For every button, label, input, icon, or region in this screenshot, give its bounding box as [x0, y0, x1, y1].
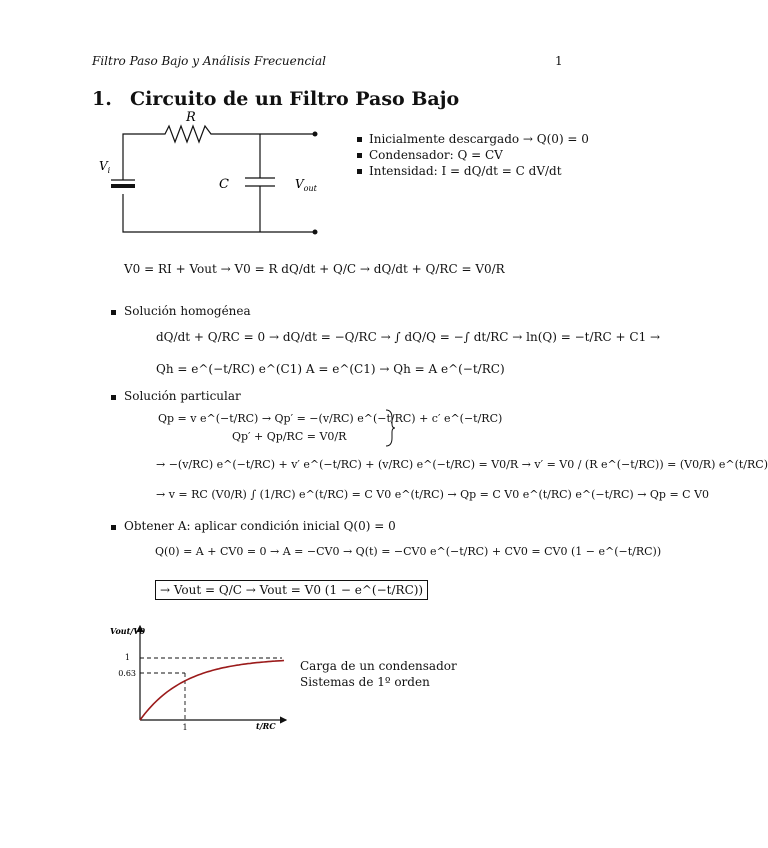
fact-item: Intensidad: I = dQ/dt = C dV/dt [355, 163, 589, 179]
particular-title: Solución particular [124, 389, 241, 403]
x-tick-1: 1 [182, 723, 188, 732]
rc-circuit-diagram [95, 110, 335, 242]
circuit-facts-list [355, 131, 589, 179]
plot-caption-line-2: Sistemas de 1º orden [300, 675, 430, 689]
charging-curve-plot [108, 622, 293, 732]
particular-eq-1: Qp = v e^(−t/RC) → Qp′ = −(v/RC) e^(−t/RC) + c′ e^(−t/RC) [158, 412, 503, 425]
capacitor-label: C [219, 177, 229, 192]
fact-item: Inicialmente descargado → Q(0) = 0 [355, 131, 589, 147]
running-title: Filtro Paso Bajo y Análisis Frecuencial [92, 54, 326, 68]
section-title-text: Circuito de un Filtro Paso Bajo [130, 88, 460, 110]
y-tick-1: 1 [124, 653, 130, 662]
condition-eq-1: Q(0) = A + CV0 = 0 → A = −CV0 → Q(t) = −CV0 e^(−t/RC) + CV0 = CV0 (1 − e^(−t/RC)) [155, 545, 662, 558]
plot-caption [300, 658, 457, 690]
section-number: 1. [92, 88, 112, 110]
y-tick-063: 0.63 [118, 669, 136, 678]
resistor-label: R [186, 110, 196, 125]
homogeneous-title: Solución homogénea [124, 304, 251, 318]
section-title [92, 88, 459, 110]
homogeneous-eq-1: dQ/dt + Q/RC = 0 → dQ/dt = −Q/RC → ∫ dQ/Q = −∫ dt/RC → ln(Q) = −t/RC + C1 → [156, 330, 661, 344]
vout-label: $V_{out}$ [295, 177, 317, 193]
x-axis-label: t/RC [256, 721, 276, 731]
particular-eq-3: → −(v/RC) e^(−t/RC) + v′ e^(−t/RC) + (v/RC) e^(−t/RC) = V0/R → v′ = V0 / (R e^(−t/RC)) = (V0/R) e^(t/RC) [156, 458, 768, 471]
system-brace [384, 408, 396, 448]
particular-eq-4: → v = RC (V0/R) ∫ (1/RC) e^(t/RC) = C V0 e^(t/RC) → Qp = C V0 e^(t/RC) e^(−t/RC) → Qp = C V0 [156, 488, 710, 501]
fact-item: Condensador: Q = CV [355, 147, 589, 163]
vi-label: $V_i$ [99, 159, 111, 175]
plot-caption-line-1: Carga de un condensador [300, 659, 457, 673]
charging-curve [140, 661, 284, 721]
condition-title: Obtener A: aplicar condición inicial Q(0) = 0 [124, 519, 396, 533]
homogeneous-eq-2: Qh = e^(−t/RC) e^(C1) A = e^(C1) → Qh = A e^(−t/RC) [156, 362, 505, 376]
condition-eq-2: → Vout = Q/C → Vout = V0 (1 − e^(−t/RC)) [155, 580, 428, 600]
y-axis-label: Vout/V0 [110, 626, 146, 636]
page-number: 1 [555, 54, 563, 68]
main-equation: V0 = RI + Vout → V0 = R dQ/dt + Q/C → dQ/dt + Q/RC = V0/R [124, 262, 505, 276]
particular-eq-2: Qp′ + Qp/RC = V0/R [232, 430, 347, 443]
